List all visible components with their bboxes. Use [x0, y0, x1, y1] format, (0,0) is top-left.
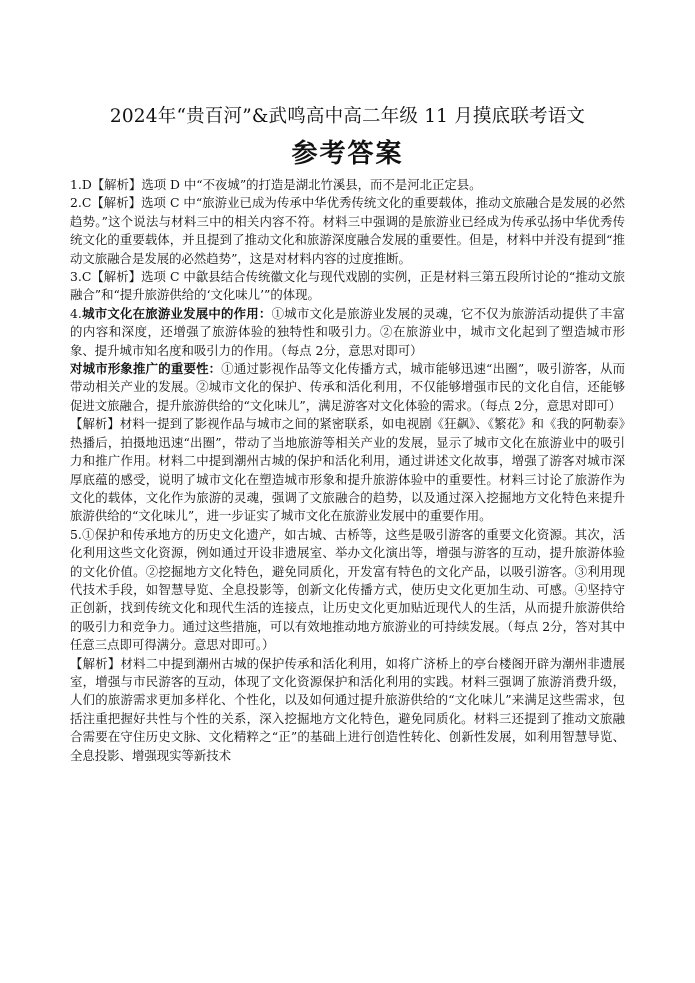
answer-item-5-analysis	[70, 655, 625, 765]
answer-text: 选项 C 中“旅游业已成为传承中华优秀传统文化的重要载体，推动文旅融合是发展的必然趋势。”这个说法与材料三中的相关内容不符。材料三中强调的是旅游业已经成为传承弘扬中华优秀传统文化的重要载体，并且提到了推动文化和旅游深度融合发展的重要性。但是，材料中并没有提到“推动文旅融合是发展的必然趋势”，这是对材料内容的过度推断。	[70, 195, 625, 266]
answer-number: 2.C	[70, 195, 92, 211]
answer-number: 5.	[70, 526, 82, 542]
answer-item-1	[70, 176, 625, 194]
answer-text: 选项 C 中歙县结合传统徽文化与现代戏剧的实例，正是材料三第五段所讨论的“推动文旅融合”和“提升旅游供给的‘文化味儿’”的体现。	[70, 269, 625, 303]
answer-label: 城市文化在旅游业发展中的作用：	[81, 305, 272, 321]
analysis-tag: 【解析】	[70, 416, 120, 432]
answer-text: ①通过影视作品等文化传播方式，城市能够迅速“出圈”，吸引游客，从而带动相关产业的发展。②城市文化的保护、传承和活化利用，不仅能够增强市民的文化自信，还能够促进文旅融合，提升旅游供给的“文化味儿”，满足游客对文化体验的需求。（每点 2分，意思对即可）	[70, 361, 626, 413]
analysis-tag: 【解析】	[91, 195, 142, 211]
answer-number: 1.D	[70, 177, 92, 192]
analysis-tag: 【解析】	[70, 655, 121, 671]
answer-number: 3.C	[70, 269, 92, 285]
answer-item-5	[70, 526, 625, 655]
document-subtitle: 参考答案	[291, 139, 404, 169]
answer-text: ①保护和传承地方的历史文化遗产，如古城、古桥等，这些是吸引游客的重要文化资源。其次，活化利用这些文化资源，例如通过开设非遗展室、举办文化演出等，增强与游客的互动，提升旅游体验的文化价值。②挖掘地方文化特色，避免同质化，开发富有特色的文化产品，以吸引游客。③利用现代技术手段，如智慧导览、全息投影等，创新文化传播方式，使历史文化更加生动、可感。④坚持守正创新，找到传统文化和现代生活的连接点，让历史文化更加贴近现代人的生活，从而提升旅游供给的吸引力和竞争力。通过这些措施，可以有效地推动地方旅游业的可持续发展。（每点 2分，答对其中任意三点即可得满分。意思对即可。）	[70, 526, 625, 653]
answer-item-4-part-2	[70, 360, 625, 415]
answer-sheet	[70, 104, 625, 765]
answer-text: ①城市文化是旅游业发展的灵魂，它不仅为旅游活动提供了丰富的内容和深度，还增强了旅游体验的独特性和吸引力。②在旅游业中，城市文化起到了塑造城市形象、提升城市知名度和吸引力的作用。（每点 2分，意思对即可）	[70, 305, 626, 358]
answer-label: 对城市形象推广的重要性：	[70, 361, 222, 377]
analysis-tag: 【解析】	[91, 177, 142, 192]
document-title: 2024年“贵百河”&武鸣高中高二年级 11 月摸底联考语文	[109, 106, 586, 127]
answer-number: 4.	[70, 305, 82, 321]
answer-text: 材料一提到了影视作品与城市之间的紧密联系，如电视剧《狂飙》、《繁花》和《我的阿勒泰》热播后，拍摄地迅速“出圈”，带动了当地旅游等相关产业的发展，显示了城市文化在旅游业中的吸引力和推广作用。材料二中提到潮州古城的保护和活化利用，通过讲述文化故事，增强了游客对城市深厚底蕴的感受，说明了城市文化在塑造城市形象和提升旅游体验中的重要性。材料三讨论了旅游作为文化的载体，文化作为旅游的灵魂，强调了文旅融合的趋势，以及通过深入挖掘地方文化特色来提升旅游供给的“文化味儿”，进一步证实了城市文化在旅游业发展中的重要作用。	[70, 416, 625, 524]
analysis-tag: 【解析】	[91, 269, 142, 285]
answer-item-3	[70, 268, 625, 305]
answer-text: 材料二中提到潮州古城的保护传承和活化利用，如将广济桥上的亭台楼阁开辟为潮州非遗展室，增强与市民游客的互动，体现了文化资源保护和活化利用的实践。材料三强调了旅游消费升级，人们的旅游需求更加多样化、个性化，以及如何通过提升旅游供给的“文化味儿”来满足这些需求，包括注重把握好共性与个性的关系，深入挖掘地方文化特色，避免同质化。材料三还提到了推动文旅融合需要在守住历史文脉、文化精粹之“正”的基础上进行创造性转化、创新性发展，如利用智慧导览、全息投影、增强现实等新技术	[70, 655, 626, 763]
answer-item-2	[70, 194, 625, 268]
answer-item-4-analysis	[70, 415, 625, 525]
answer-text: 选项 D 中“不夜城”的打造是湖北竹溪县，而不是河北正定县。	[141, 177, 482, 192]
answer-item-4	[70, 305, 625, 360]
